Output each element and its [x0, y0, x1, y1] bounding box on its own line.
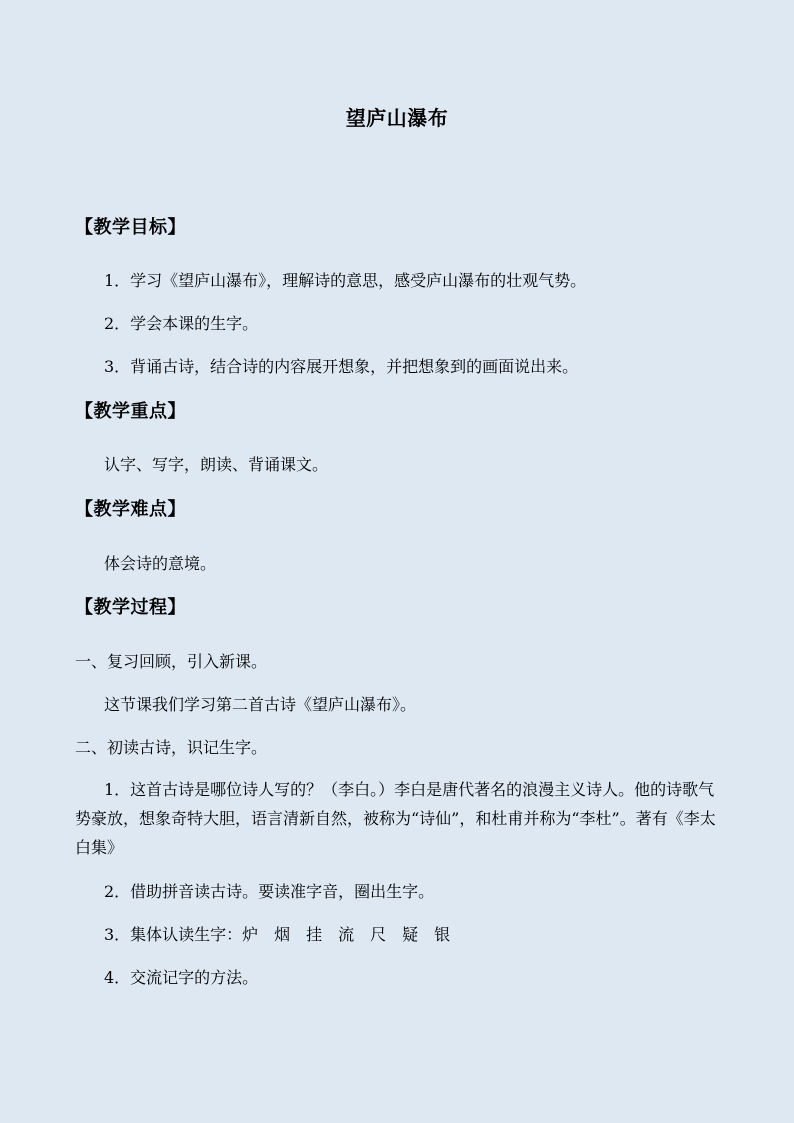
process-step-2-title: 二、初读古诗，识记生字。 [75, 738, 268, 757]
process-step-2-item-1: 1．这首古诗是哪位诗人写的？（李白。）李白是唐代著名的浪漫主义诗人。他的诗歌气势豪放，想象奇特大胆，语言清新自然，被称为“诗仙”，和杜甫并称为“李杜”。著有《李太白集》 [75, 780, 716, 857]
process-step-2-item-2: 2．借助拼音读古诗。要读准字音，圈出生字。 [104, 882, 435, 901]
heading-key-points: 【教学重点】 [75, 401, 186, 422]
process-step-2-item-4: 4．交流记字的方法。 [104, 968, 259, 987]
document-title: 望庐山瀑布 [345, 106, 449, 130]
process-step-1-title: 一、复习回顾，引入新课。 [75, 652, 268, 671]
process-step-2-item-3: 3．集体认读生字：炉 烟 挂 流 尺 疑 银 [104, 925, 451, 944]
goal-item-1: 1．学习《望庐山瀑布》，理解诗的意思，感受庐山瀑布的壮观气势。 [104, 271, 587, 290]
key-points-text: 认字、写字，朗读、背诵课文。 [104, 455, 329, 474]
process-step-1-text: 这节课我们学习第二首古诗《望庐山瀑布》。 [104, 695, 417, 714]
heading-teaching-process: 【教学过程】 [75, 597, 186, 618]
heading-difficulty: 【教学难点】 [75, 499, 186, 520]
difficulty-text: 体会诗的意境。 [104, 554, 217, 573]
goal-item-2: 2．学会本课的生字。 [104, 314, 259, 333]
goal-item-3: 3．背诵古诗，结合诗的内容展开想象，并把想象到的画面说出来。 [104, 357, 579, 376]
heading-teaching-goals: 【教学目标】 [75, 217, 186, 238]
